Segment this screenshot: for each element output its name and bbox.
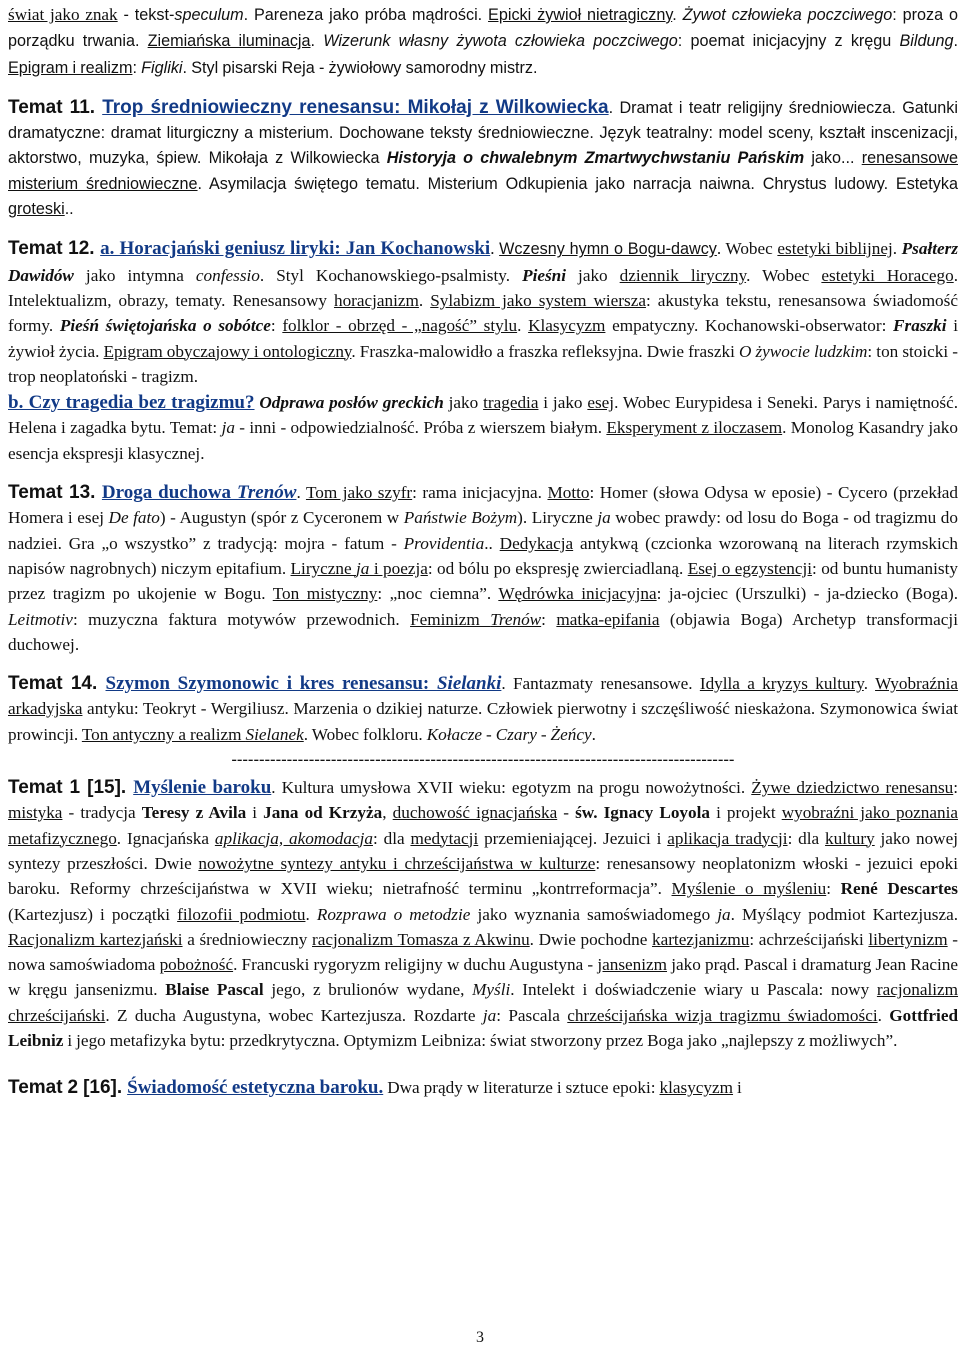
- topic-title-14[interactable]: Szymon Szymonowic i kres renesansu: Sielanki: [105, 673, 502, 695]
- link-wedrowka-inicjacyjna[interactable]: Wędrówka inicjacyjna: [498, 584, 657, 604]
- topic-heading-1: Temat 1 [15].: [8, 777, 134, 799]
- link-swiat-jako-znak[interactable]: świat jako znak: [8, 5, 118, 24]
- topic-title-13[interactable]: Droga duchowa Trenów: [101, 482, 297, 504]
- link-myslenie-o-mysleniu[interactable]: Myślenie o myśleniu: [671, 879, 827, 899]
- link-feminizm-trenow[interactable]: Feminizm Trenów: [410, 609, 542, 629]
- link-zywe-dziedzictwo[interactable]: Żywe dziedzictwo renesansu: [751, 778, 954, 798]
- link-tragedia[interactable]: tragedia: [483, 393, 539, 413]
- link-estetyki-horacego[interactable]: estetyki Horacego: [821, 265, 954, 285]
- topic-title-12a[interactable]: a. Horacjański geniusz liryki: Jan Kochanowski: [100, 238, 491, 260]
- paragraph-rej: świat jako znak - tekst-speculum. Pareneza jako próba mądrości. Epicki żywioł nietragiczny. Żywot człowieka poczciwego: proza o porządku trwania. Ziemiańska iluminacja. Wizerunk własny żywota człowieka poczciwego: poemat inicjacyjny z kręgu Bildung. Epigram i realizm: Figliki. Styl pisarski Reja - żywiołowy samorodny mistrz.: [8, 5, 958, 77]
- paragraph-temat-1: Temat 1 [15]. Myślenie baroku. Kultura umysłowa XVII wieku: egotyzm na progu nowożytności. Żywe dziedzictwo renesansu: mistyka - tradycja Teresy z Avila i Jana od Krzyża, duchowość ignacjańska - św. Ignacy Loyola i projekt wyobraźni jako poznania metafizycznego. Ignacjańska aplikacja, akomodacja: dla medytacji przemieniającej. Jezuici i aplikacja tradycji: dla kultury jako nowej syntezy przeszłości. Dwie nowożytne syntezy antyku i chrześcijaństwa w kulturze: renesansowy neoplatonizm włoski - jezuici epoki baroku. Reformy chrześcijaństwa w XVII wieku; nietrafność terminu „kontrreformacja”. Myślenie o myśleniu: René Descartes (Kartezjusz) i początki filozofii podmiotu. Rozprawa o metodzie jako wyznania samoświadomego ja. Myślący podmiot Kartezjusza. Racjonalizm kartezjański a średniowieczny racjonalizm Tomasza z Akwinu. Dwie pochodne kartezjanizmu: achrześcijański libertynizm - nowa samoświadoma pobożność. Francuski rygoryzm religijny w duchu Augustyna - jansenizm jako prąd. Pascal i dramaturg Jean Racine w kręgu jansenizmu. Blaise Pascal jego, z brulionów wydane, Myśli. Intelekt i doświadczenie wiary u Pascala: nowy racjonalizm chrześcijański. Z ducha Augustyna, wobec Kartezjusza. Rozdarte ja: Pascala chrześcijańska wizja tragizmu świadomości. Gottfried Leibniz i jego metafizyka bytu: przedkrytyczna. Optymizm Leibniza: świat stworzony przez Boga jako „najlepszy z możliwych”.: [8, 777, 959, 1050]
- link-mistyka[interactable]: mistyka: [8, 803, 63, 823]
- section-separator: -------------------------------------------------------------------------------------------: [231, 751, 735, 769]
- link-esej[interactable]: esej: [587, 393, 615, 413]
- link-ton-mistyczny[interactable]: Ton mistyczny: [272, 584, 378, 604]
- link-eksperyment-z-iloczasem[interactable]: Eksperyment z iloczasem: [606, 418, 783, 438]
- topic-heading-13: Temat 13.: [8, 482, 102, 504]
- link-racjonalizm-chrzescijanski[interactable]: racjonalizm chrześcijański: [8, 980, 959, 1025]
- topic-title-1[interactable]: Myślenie baroku: [133, 777, 272, 799]
- link-groteski[interactable]: groteski: [8, 200, 65, 219]
- link-wizja-tragizmu[interactable]: chrześcijańska wizja tragizmu świadomości: [567, 1005, 878, 1025]
- page-number: 3: [476, 1329, 484, 1346]
- link-klasycyzm-2[interactable]: klasycyzm: [659, 1078, 734, 1098]
- link-renesansowe-misterium[interactable]: renesansowe misterium średniowieczne: [8, 149, 958, 193]
- paragraph-temat-13: Temat 13. Droga duchowa Trenów. Tom jako szyfr: rama inicjacyjna. Motto: Homer (słowa Odysa w eposie) - Cycero (przekład Homera i esej De fato) - Augustyn (spór z Cyceronem w Państwie Bożym). Liryczne ja wobec prawdy: od losu do Boga - od tragizmu do nadziei. Gra „o wszystko” z tradycją: mojra - fatum - Providentia.. Dedykacja antykwą (czcionka wzorowaną na literach rzymskich napisów nagrobnych) niczym epitafium. Liryczne ja i poezja: od bólu po ekspresję zwierciadlaną. Esej o egzystencji: od buntu humanisty przez tragizm po ukojenie w Bogu. Ton mistyczny: „noc ciemna”. Wędrówka inicjacyjna: ja-ojciec (Urszulki) - ja-dziecko (Boga). Leitmotiv: muzyczna faktura motywów przewodnich. Feminizm Trenów: matka-epifania (objawia Boga) Archetyp transformacji duchowej.: [8, 482, 959, 654]
- topic-heading-12: Temat 12.: [8, 238, 101, 260]
- link-racjonalizm-tomasza[interactable]: racjonalizm Tomasza z Akwinu: [312, 929, 530, 949]
- link-ton-antyczny[interactable]: Ton antyczny a realizm Sielanek: [81, 724, 304, 744]
- topic-title-11[interactable]: Trop średniowieczny renesansu: Mikołaj z Wilkowiecka: [102, 96, 609, 118]
- link-duchowosc-ignacjanska[interactable]: duchowość ignacjańska: [392, 803, 558, 823]
- link-aplikacja-tradycji[interactable]: aplikacja tradycji: [667, 828, 788, 848]
- link-wyobraznia-arkadyjska[interactable]: Wyobraźnia arkadyjska: [8, 674, 959, 719]
- link-aplikacja-akomodacja[interactable]: aplikacja, akomodacja: [214, 828, 373, 848]
- topic-heading-14: Temat 14.: [8, 673, 106, 695]
- link-wczesny-hymn[interactable]: Wczesny hymn o Bogu-dawcy: [499, 240, 717, 259]
- topic-heading-2: Temat 2 [16].: [8, 1077, 128, 1099]
- paragraph-temat-11: Temat 11. Trop średniowieczny renesansu: Mikołaj z Wilkowiecka. Dramat i teatr religijny średniowiecza. Gatunki dramatyczne: dramat liturgiczny a misterium. Dochowane teksty średniowieczne. Język teatralny: model sceny, kształt inscenizacji, aktorstwo, muzyka, śpiew. Mikołaja z Wilkowiecka Historyja o chwalebnym Zmartwychwstaniu Pańskim jako... renesansowe misterium średniowieczne. Asymilacja świętego tematu. Misterium Odkupienia jako narracja naiwna. Chrystus ludowy. Estetyka groteski..: [8, 96, 958, 219]
- link-jansenizm[interactable]: jansenizm: [597, 955, 668, 975]
- link-sylabizm[interactable]: Sylabizm jako system wiersza: [430, 290, 646, 310]
- link-estetyki-biblijnej[interactable]: estetyki biblijnej: [777, 239, 893, 259]
- link-dedykacja[interactable]: Dedykacja: [499, 533, 574, 553]
- document-page: [8, 0, 958, 1101]
- link-tom-jako-szyfr[interactable]: Tom jako szyfr: [305, 483, 413, 503]
- link-epigram-i-realizm[interactable]: Epigram i realizm: [8, 58, 133, 77]
- link-klasycyzm[interactable]: Klasycyzm: [528, 316, 606, 336]
- link-idylla-a-kryzys[interactable]: Idylla a kryzys kultury: [699, 674, 864, 694]
- link-motto[interactable]: Motto: [547, 483, 590, 503]
- topic-title-12b[interactable]: b. Czy tragedia bez tragizmu?: [8, 392, 255, 414]
- link-kartezjanizmu[interactable]: kartezjanizmu: [651, 929, 750, 949]
- link-medytacji[interactable]: medytacji: [410, 828, 479, 848]
- link-libertynizm[interactable]: libertynizm: [868, 929, 948, 949]
- paragraph-temat-2: Temat 2 [16]. Świadomość estetyczna baroku. Dwa prądy w literaturze i sztuce epoki: klasycyzm i: [8, 1077, 742, 1099]
- link-racjonalizm-kartezjanski[interactable]: Racjonalizm kartezjański: [8, 929, 183, 949]
- link-kultury[interactable]: kultury: [825, 828, 875, 848]
- link-dziennik-liryczny[interactable]: dziennik liryczny: [619, 265, 747, 285]
- paragraph-temat-12b: b. Czy tragedia bez tragizmu? Odprawa posłów greckich jako tragedia i jako esej. Wobec Eurypidesa i Seneki. Parys i namiętność. Helena i zagadka bytu. Temat: ja - inni - odpowiedzialność. Próba z wierszem białym. Eksperyment z iloczasem. Monolog Kasandry jako esencja ekspresji klasycznej.: [8, 392, 958, 463]
- link-esej-o-egzystencji[interactable]: Esej o egzystencji: [687, 558, 813, 578]
- link-liryczne-ja[interactable]: Liryczne ja i poezja: [290, 558, 428, 578]
- link-wyobrazni-jako-poznania[interactable]: wyobraźni jako poznania metafizycznego: [8, 803, 959, 848]
- link-horacjanizm[interactable]: horacjanizm: [333, 290, 419, 310]
- link-epicki-zywiol[interactable]: Epicki żywioł nietragiczny: [488, 6, 673, 24]
- link-filozofii-podmiotu[interactable]: filozofii podmiotu: [177, 904, 306, 924]
- paragraph-temat-12: Temat 12. a. Horacjański geniusz liryki: Jan Kochanowski. Wczesny hymn o Bogu-dawcy. Wobec estetyki biblijnej. Psałterz Dawidów jako intymna confessio. Styl Kochanowskiego-psalmisty. Pieśni jako dziennik liryczny. Wobec estetyki Horacego. Intelektualizm, obrazy, tematy. Renesansowy horacjanizm. Sylabizm jako system wiersza: akustyka tekstu, renesansowa świadomość formy. Pieśń świętojańska o sobótce: folklor - obrzęd - „nagość” stylu. Klasycyzm empatyczny. Kochanowski-obserwator: Fraszki i żywioł życia. Epigram obyczajowy i ontologiczny. Fraszka-malowidło a fraszka refleksyjna. Dwie fraszki O żywocie ludzkim: ton stoicki - trop neoplatoński - tragizm.: [8, 238, 959, 386]
- link-ziemianska-iluminacja[interactable]: Ziemiańska iluminacja: [147, 32, 311, 51]
- link-nowozytne-syntezy[interactable]: nowożytne syntezy antyku i chrześcijaństwa w kulturze: [198, 853, 596, 873]
- link-poboznosc[interactable]: pobożność: [159, 955, 234, 975]
- link-folklor[interactable]: folklor - obrzęd - „nagość” stylu: [282, 316, 518, 336]
- paragraph-temat-14: Temat 14. Szymon Szymonowic i kres renesansu: Sielanki. Fantazmaty renesansowe. Idylla a kryzys kultury. Wyobraźnia arkadyjska antyku: Teokryt - Wergiliusz. Marzenia o dzikiej naturze. Człowiek pierwotny i szczęśliwość nieskażona. Szymonowica świat prowincji. Ton antyczny a realizm Sielanek. Wobec folkloru. Kołacze - Czary - Żeńcy.: [8, 673, 959, 744]
- link-epigram-obyczajowy[interactable]: Epigram obyczajowy i ontologiczny: [103, 341, 352, 361]
- link-matka-epifania[interactable]: matka-epifania: [556, 609, 660, 629]
- topic-heading-11: Temat 11.: [8, 96, 103, 118]
- topic-title-2[interactable]: Świadomość estetyczna baroku.: [127, 1077, 384, 1099]
